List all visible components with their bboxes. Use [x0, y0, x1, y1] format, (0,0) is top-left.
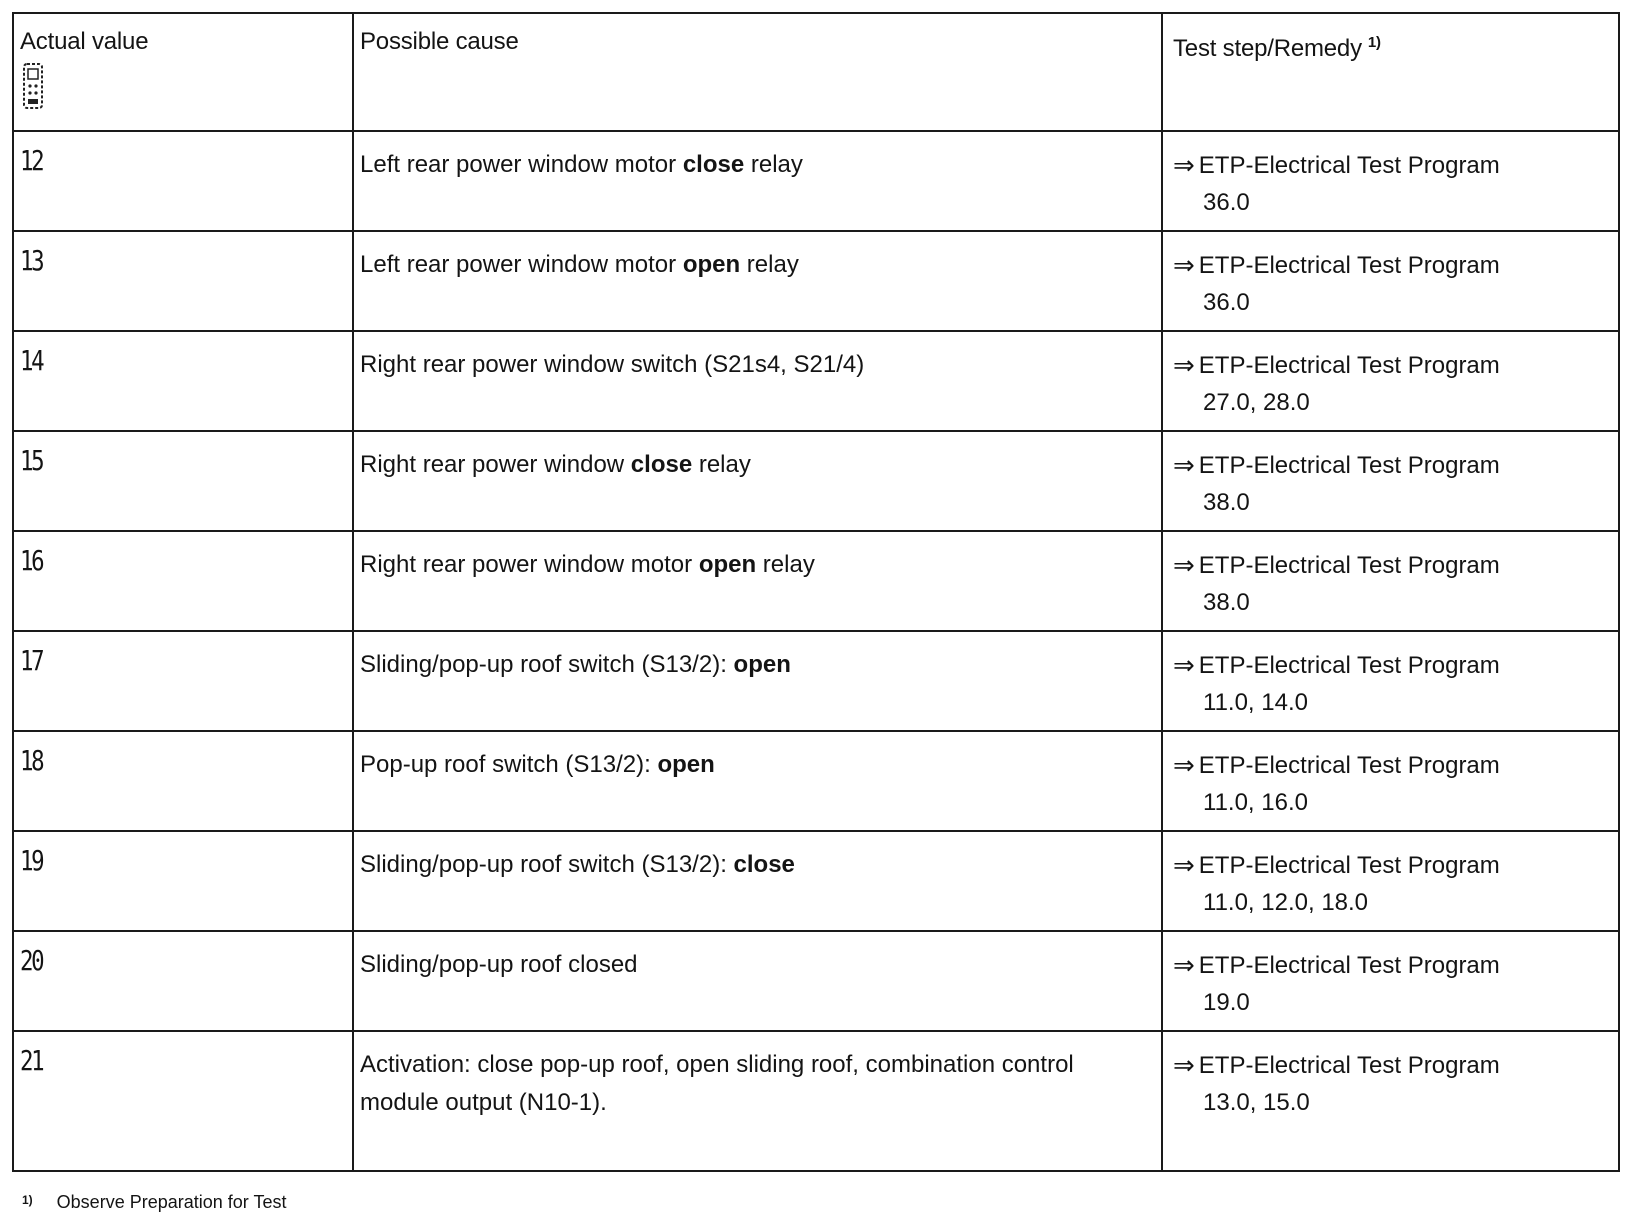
actual-value: 13 — [20, 244, 43, 277]
double-right-arrow-icon: ⇒ — [1173, 450, 1195, 480]
remedy-main: ETP-Electrical Test Program — [1198, 851, 1500, 879]
cause-emphasis: open — [657, 751, 715, 778]
actual-value-cell — [14, 832, 354, 930]
remedy-cell — [1163, 432, 1618, 530]
table-row — [14, 532, 1618, 632]
header-test-step-label: Test step/Remedy — [1173, 35, 1362, 62]
table-body — [14, 132, 1618, 1170]
remedy-cell — [1163, 332, 1618, 430]
remedy-main: ETP-Electrical Test Program — [1198, 551, 1500, 579]
double-right-arrow-icon: ⇒ — [1173, 850, 1195, 880]
cause-emphasis: open — [698, 551, 757, 578]
table-row — [14, 732, 1618, 832]
header-footnote-mark: 1) — [1367, 34, 1381, 51]
possible-cause-cell — [354, 332, 1163, 430]
actual-value: 18 — [20, 744, 43, 777]
remedy-main: ETP-Electrical Test Program — [1198, 651, 1500, 679]
actual-value: 17 — [20, 644, 43, 677]
remedy-steps: 38.0 — [1203, 489, 1250, 516]
remedy-cell — [1163, 832, 1618, 930]
header-possible-cause-label: Possible cause — [360, 28, 519, 55]
cause-text: Right rear power window switch (S21s4, S21/4) — [360, 351, 865, 378]
header-actual-value — [14, 14, 354, 130]
actual-value-cell — [14, 232, 354, 330]
cause-text: Right rear power window motor — [360, 551, 699, 578]
remedy-cell — [1163, 932, 1618, 1030]
remedy-cell — [1163, 732, 1618, 830]
diagnosis-table — [12, 12, 1620, 1172]
possible-cause-cell — [354, 732, 1163, 830]
cause-text: Pop-up roof switch (S13/2): — [360, 751, 658, 778]
double-right-arrow-icon: ⇒ — [1173, 750, 1195, 780]
table-row — [14, 1032, 1618, 1170]
cause-emphasis: open — [733, 651, 791, 678]
remedy-steps: 11.0, 12.0, 18.0 — [1203, 889, 1369, 916]
cause-text: Right rear power window — [360, 451, 631, 478]
cause-text: Sliding/pop-up roof switch (S13/2): — [360, 651, 734, 678]
actual-value-cell — [14, 132, 354, 230]
possible-cause-cell — [354, 832, 1163, 930]
double-right-arrow-icon: ⇒ — [1173, 350, 1195, 380]
cause-text-end: relay — [744, 151, 803, 178]
possible-cause-cell — [354, 632, 1163, 730]
cause-text: Sliding/pop-up roof closed — [360, 951, 638, 978]
remedy-steps: 36.0 — [1203, 189, 1250, 216]
cause-text: Sliding/pop-up roof switch (S13/2): — [360, 851, 734, 878]
cause-text: Left rear power window motor — [360, 251, 683, 278]
header-test-step — [1163, 14, 1618, 130]
actual-value-cell — [14, 632, 354, 730]
cause-text-end: relay — [692, 451, 751, 478]
remedy-cell — [1163, 632, 1618, 730]
header-possible-cause — [354, 14, 1163, 130]
actual-value: 12 — [20, 144, 43, 177]
double-right-arrow-icon: ⇒ — [1173, 650, 1195, 680]
table-header-row — [14, 14, 1618, 132]
cause-text: Left rear power window motor — [360, 151, 683, 178]
remedy-cell — [1163, 1032, 1618, 1170]
remedy-main: ETP-Electrical Test Program — [1198, 351, 1500, 379]
footnote-mark: 1) — [22, 1192, 33, 1207]
footnote — [22, 1192, 286, 1213]
remedy-steps: 11.0, 16.0 — [1203, 789, 1308, 816]
cause-emphasis: open — [682, 251, 741, 278]
double-right-arrow-icon: ⇒ — [1173, 150, 1195, 180]
actual-value: 14 — [20, 344, 43, 377]
remedy-cell — [1163, 232, 1618, 330]
cause-emphasis: close — [630, 451, 693, 478]
double-right-arrow-icon: ⇒ — [1173, 250, 1195, 280]
remedy-main: ETP-Electrical Test Program — [1198, 951, 1500, 979]
remedy-steps: 19.0 — [1203, 989, 1250, 1016]
remedy-cell — [1163, 132, 1618, 230]
table-row — [14, 832, 1618, 932]
cause-text: Activation: close pop-up roof, open sliding roof, combination control module output (N10-1). — [360, 1051, 1074, 1116]
actual-value-cell — [14, 332, 354, 430]
table-row — [14, 432, 1618, 532]
actual-value: 15 — [20, 444, 43, 477]
table-row — [14, 632, 1618, 732]
actual-value: 20 — [20, 944, 43, 977]
possible-cause-cell — [354, 932, 1163, 1030]
possible-cause-cell — [354, 132, 1163, 230]
remedy-steps: 38.0 — [1203, 589, 1250, 616]
footnote-text: Observe Preparation for Test — [56, 1192, 287, 1212]
remedy-steps: 13.0, 15.0 — [1203, 1089, 1310, 1116]
actual-value-cell — [14, 932, 354, 1030]
handheld-tester-icon — [20, 62, 46, 110]
table-row — [14, 932, 1618, 1032]
cause-emphasis: close — [733, 851, 795, 878]
double-right-arrow-icon: ⇒ — [1173, 550, 1195, 580]
possible-cause-cell — [354, 1032, 1163, 1170]
possible-cause-cell — [354, 532, 1163, 630]
header-actual-value-label: Actual value — [20, 28, 149, 55]
possible-cause-cell — [354, 432, 1163, 530]
actual-value-cell — [14, 432, 354, 530]
table-row — [14, 132, 1618, 232]
table-row — [14, 332, 1618, 432]
remedy-main: ETP-Electrical Test Program — [1198, 151, 1500, 179]
remedy-main: ETP-Electrical Test Program — [1198, 251, 1500, 279]
double-right-arrow-icon: ⇒ — [1173, 950, 1195, 980]
remedy-cell — [1163, 532, 1618, 630]
actual-value-cell — [14, 732, 354, 830]
actual-value: 21 — [20, 1044, 43, 1077]
actual-value: 16 — [20, 544, 43, 577]
possible-cause-cell — [354, 232, 1163, 330]
table-row — [14, 232, 1618, 332]
remedy-steps: 36.0 — [1203, 289, 1250, 316]
remedy-main: ETP-Electrical Test Program — [1198, 751, 1500, 779]
actual-value-cell — [14, 532, 354, 630]
remedy-main: ETP-Electrical Test Program — [1198, 1051, 1500, 1079]
cause-text-end: relay — [740, 251, 799, 278]
cause-emphasis: close — [682, 151, 745, 178]
remedy-steps: 27.0, 28.0 — [1203, 389, 1310, 416]
remedy-main: ETP-Electrical Test Program — [1198, 451, 1500, 479]
cause-text-end: relay — [756, 551, 815, 578]
double-right-arrow-icon: ⇒ — [1173, 1050, 1195, 1080]
remedy-steps: 11.0, 14.0 — [1203, 689, 1308, 716]
actual-value-cell — [14, 1032, 354, 1170]
actual-value: 19 — [20, 844, 43, 877]
